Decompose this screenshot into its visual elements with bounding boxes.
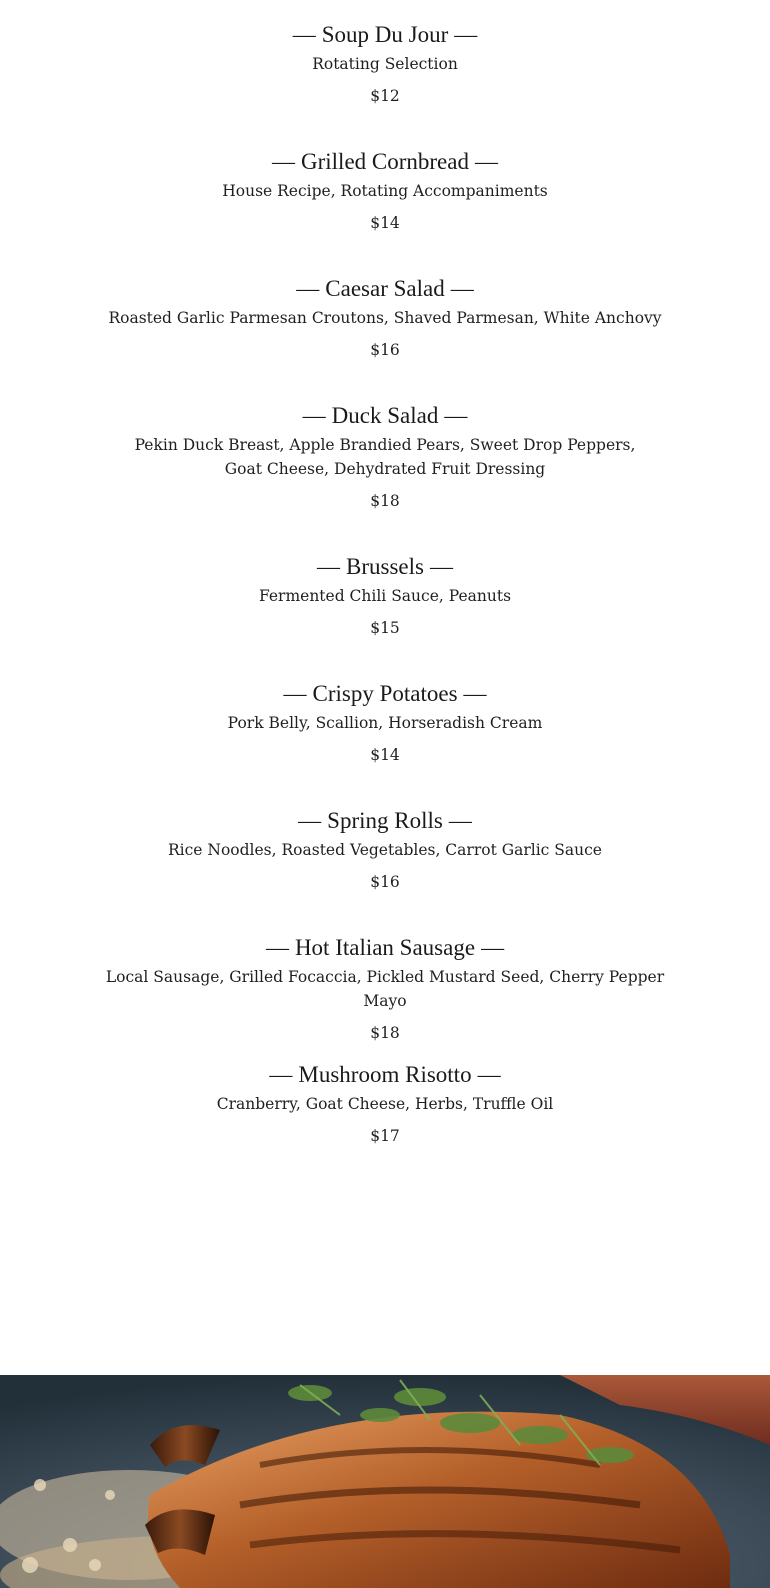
item-price: $18	[370, 1024, 400, 1042]
title-dash-right: —	[474, 149, 498, 174]
item-price: $15	[370, 619, 400, 637]
menu-item-crispy-potatoes	[0, 679, 770, 767]
menu-item-mushroom-risotto	[0, 1060, 770, 1148]
item-description: Rotating Selection	[312, 55, 458, 73]
item-name: Grilled Cornbread	[301, 149, 469, 174]
title-dash-right: —	[429, 554, 453, 579]
item-title	[0, 679, 770, 709]
menu-item-grilled-cornbread	[0, 147, 770, 235]
item-description: House Recipe, Rotating Accompaniments	[222, 182, 548, 200]
item-description: Rice Noodles, Roasted Vegetables, Carrot Garlic Sauce	[168, 841, 602, 859]
menu-item-brussels	[0, 552, 770, 640]
title-dash-right: —	[454, 22, 478, 47]
item-price: $16	[370, 341, 400, 359]
title-dash-left: —	[265, 935, 289, 960]
title-dash-left: —	[292, 22, 316, 47]
item-description: Local Sausage, Grilled Focaccia, Pickled Mustard Seed, Cherry Pepper Mayo	[105, 968, 665, 1010]
item-title	[0, 933, 770, 963]
item-name: Hot Italian Sausage	[294, 935, 476, 960]
grilled-pork-chop-photo	[0, 1375, 770, 1588]
item-description: Pork Belly, Scallion, Horseradish Cream	[227, 714, 543, 732]
title-dash-left: —	[317, 554, 341, 579]
item-description: Fermented Chili Sauce, Peanuts	[258, 587, 512, 605]
item-description: Roasted Garlic Parmesan Croutons, Shaved Parmesan, White Anchovy	[108, 309, 662, 327]
item-price: $16	[370, 873, 400, 891]
title-dash-left: —	[296, 276, 320, 301]
title-dash-right: —	[444, 403, 468, 428]
item-name: Brussels	[346, 554, 424, 579]
title-dash-right: —	[463, 681, 487, 706]
title-dash-left: —	[298, 808, 322, 833]
item-description: Pekin Duck Breast, Apple Brandied Pears, Sweet Drop Peppers, Goat Cheese, Dehydrated Fruit Dressing	[134, 436, 636, 478]
menu-item-spring-rolls	[0, 806, 770, 894]
food-photo-illustration	[0, 1375, 770, 1588]
title-dash-right: —	[450, 276, 474, 301]
item-price: $17	[370, 1127, 400, 1145]
item-name: Spring Rolls	[327, 808, 443, 833]
item-title	[0, 147, 770, 177]
item-title	[0, 274, 770, 304]
item-price: $14	[370, 214, 400, 232]
item-price: $12	[370, 87, 400, 105]
title-dash-right: —	[448, 808, 472, 833]
item-title	[0, 1060, 770, 1090]
item-price: $14	[370, 746, 400, 764]
item-name: Caesar Salad	[325, 276, 445, 301]
item-price: $18	[370, 492, 400, 510]
item-name: Crispy Potatoes	[312, 681, 458, 706]
item-title	[0, 20, 770, 50]
item-title	[0, 552, 770, 582]
title-dash-left: —	[302, 403, 326, 428]
menu-item-hot-italian-sausage	[0, 933, 770, 1045]
title-dash-right: —	[481, 935, 505, 960]
item-name: Duck Salad	[331, 403, 439, 428]
menu-item-caesar-salad	[0, 274, 770, 362]
item-name: Soup Du Jour	[321, 22, 449, 47]
item-title	[0, 806, 770, 836]
item-name: Mushroom Risotto	[298, 1062, 472, 1087]
title-dash-left: —	[272, 149, 295, 174]
item-title	[0, 401, 770, 431]
title-dash-right: —	[477, 1062, 501, 1087]
menu-item-duck-salad	[0, 401, 770, 513]
title-dash-left: —	[283, 681, 307, 706]
menu-item-soup-du-jour	[0, 20, 770, 108]
item-description: Cranberry, Goat Cheese, Herbs, Truffle Oil	[216, 1095, 554, 1113]
title-dash-left: —	[269, 1062, 293, 1087]
